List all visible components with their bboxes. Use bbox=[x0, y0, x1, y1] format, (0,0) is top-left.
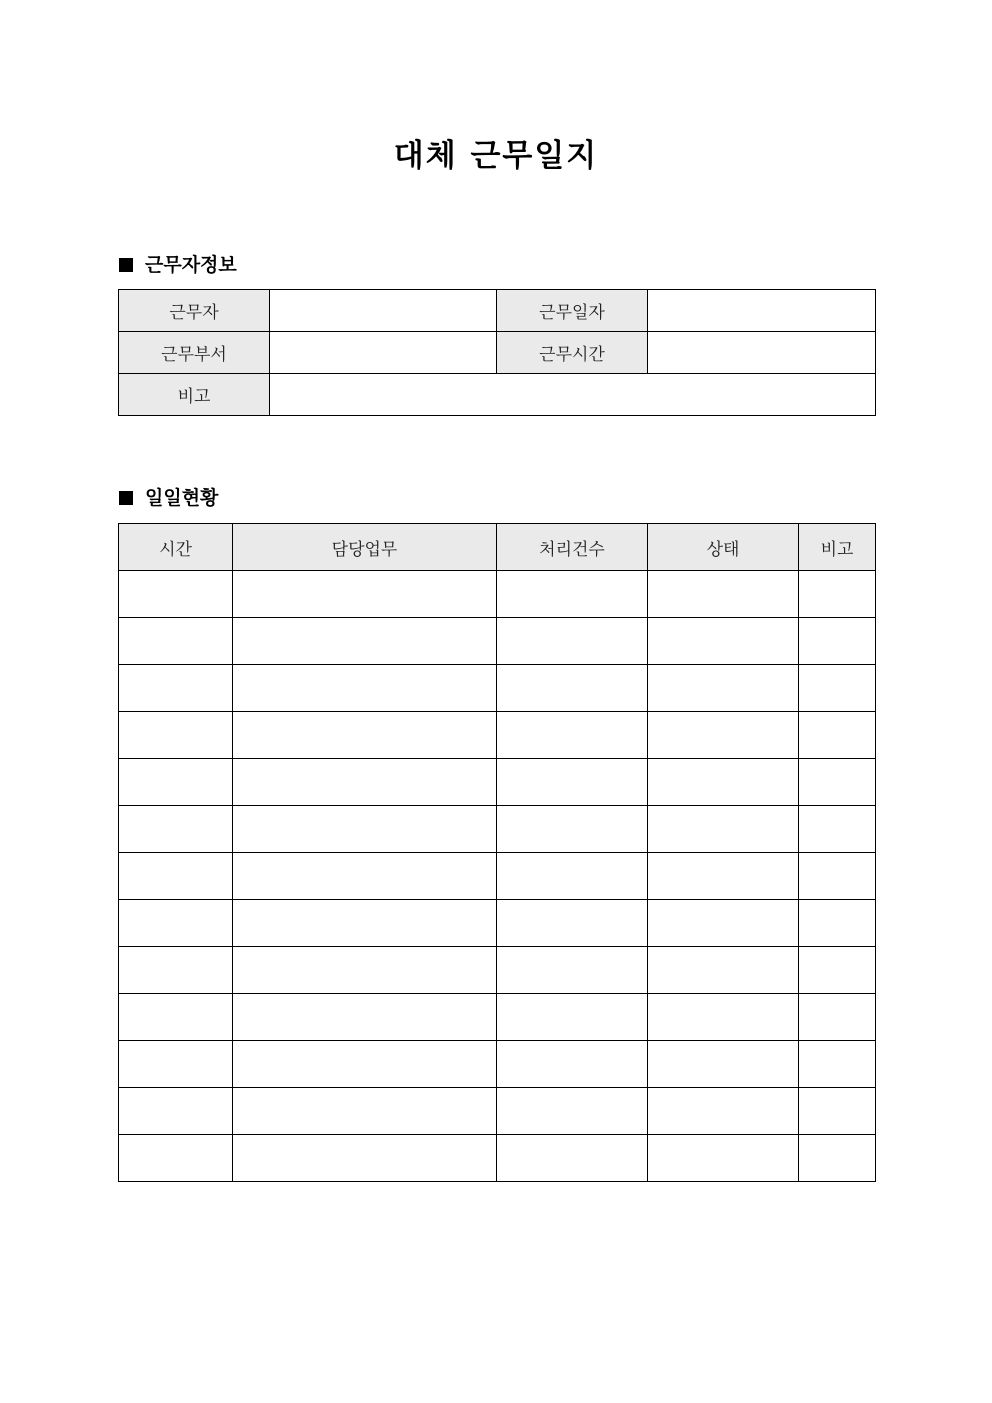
status-cell[interactable] bbox=[648, 618, 799, 665]
status-cell[interactable] bbox=[648, 947, 799, 994]
task-cell[interactable] bbox=[233, 618, 497, 665]
count-cell[interactable] bbox=[497, 571, 648, 618]
table-row bbox=[119, 1041, 876, 1088]
task-cell[interactable] bbox=[233, 759, 497, 806]
remarks-cell[interactable] bbox=[799, 1088, 876, 1135]
column-header-remarks: 비고 bbox=[799, 524, 876, 571]
column-header-status: 상태 bbox=[648, 524, 799, 571]
work-date-label: 근무일자 bbox=[497, 290, 648, 332]
time-cell[interactable] bbox=[119, 759, 233, 806]
task-cell[interactable] bbox=[233, 900, 497, 947]
remarks-cell[interactable] bbox=[799, 1135, 876, 1182]
remarks-cell[interactable] bbox=[799, 806, 876, 853]
count-cell[interactable] bbox=[497, 618, 648, 665]
department-label: 근무부서 bbox=[119, 332, 270, 374]
task-cell[interactable] bbox=[233, 806, 497, 853]
task-cell[interactable] bbox=[233, 947, 497, 994]
time-cell[interactable] bbox=[119, 618, 233, 665]
count-cell[interactable] bbox=[497, 1041, 648, 1088]
task-cell[interactable] bbox=[233, 853, 497, 900]
table-row bbox=[119, 806, 876, 853]
status-cell[interactable] bbox=[648, 1088, 799, 1135]
remarks-label: 비고 bbox=[119, 374, 270, 416]
count-cell[interactable] bbox=[497, 806, 648, 853]
worker-label: 근무자 bbox=[119, 290, 270, 332]
count-cell[interactable] bbox=[497, 947, 648, 994]
daily-status-body bbox=[119, 571, 876, 1182]
table-row bbox=[119, 853, 876, 900]
status-cell[interactable] bbox=[648, 712, 799, 759]
task-cell[interactable] bbox=[233, 1088, 497, 1135]
table-row bbox=[119, 374, 876, 416]
task-cell[interactable] bbox=[233, 1135, 497, 1182]
time-cell[interactable] bbox=[119, 1088, 233, 1135]
count-cell[interactable] bbox=[497, 1135, 648, 1182]
remarks-cell[interactable] bbox=[799, 900, 876, 947]
remarks-cell[interactable] bbox=[799, 712, 876, 759]
remarks-cell[interactable] bbox=[799, 665, 876, 712]
status-cell[interactable] bbox=[648, 806, 799, 853]
status-cell[interactable] bbox=[648, 1135, 799, 1182]
table-row bbox=[119, 571, 876, 618]
remarks-cell[interactable] bbox=[799, 571, 876, 618]
work-time-field[interactable] bbox=[648, 332, 876, 374]
column-header-task: 담당업무 bbox=[233, 524, 497, 571]
table-row bbox=[119, 900, 876, 947]
status-cell[interactable] bbox=[648, 665, 799, 712]
table-row bbox=[119, 712, 876, 759]
table-header-row bbox=[119, 524, 876, 571]
time-cell[interactable] bbox=[119, 665, 233, 712]
count-cell[interactable] bbox=[497, 900, 648, 947]
square-bullet-icon bbox=[119, 258, 133, 272]
document-title: 대체 근무일지 bbox=[393, 138, 599, 174]
time-cell[interactable] bbox=[119, 712, 233, 759]
time-cell[interactable] bbox=[119, 1041, 233, 1088]
remarks-field[interactable] bbox=[270, 374, 876, 416]
worker-info-heading-label: 근무자정보 bbox=[145, 254, 237, 276]
column-header-count: 처리건수 bbox=[497, 524, 648, 571]
count-cell[interactable] bbox=[497, 665, 648, 712]
table-row bbox=[119, 618, 876, 665]
count-cell[interactable] bbox=[497, 994, 648, 1041]
remarks-cell[interactable] bbox=[799, 994, 876, 1041]
table-row bbox=[119, 290, 876, 332]
table-row bbox=[119, 665, 876, 712]
department-field[interactable] bbox=[270, 332, 497, 374]
count-cell[interactable] bbox=[497, 853, 648, 900]
remarks-cell[interactable] bbox=[799, 1041, 876, 1088]
status-cell[interactable] bbox=[648, 900, 799, 947]
time-cell[interactable] bbox=[119, 900, 233, 947]
remarks-cell[interactable] bbox=[799, 947, 876, 994]
status-cell[interactable] bbox=[648, 994, 799, 1041]
status-cell[interactable] bbox=[648, 759, 799, 806]
task-cell[interactable] bbox=[233, 994, 497, 1041]
time-cell[interactable] bbox=[119, 806, 233, 853]
task-cell[interactable] bbox=[233, 665, 497, 712]
time-cell[interactable] bbox=[119, 853, 233, 900]
count-cell[interactable] bbox=[497, 712, 648, 759]
task-cell[interactable] bbox=[233, 712, 497, 759]
task-cell[interactable] bbox=[233, 571, 497, 618]
table-row bbox=[119, 332, 876, 374]
worker-info-heading bbox=[119, 253, 237, 277]
worker-info-table bbox=[118, 289, 876, 416]
worker-field[interactable] bbox=[270, 290, 497, 332]
task-cell[interactable] bbox=[233, 1041, 497, 1088]
count-cell[interactable] bbox=[497, 759, 648, 806]
count-cell[interactable] bbox=[497, 1088, 648, 1135]
time-cell[interactable] bbox=[119, 947, 233, 994]
status-cell[interactable] bbox=[648, 1041, 799, 1088]
square-bullet-icon bbox=[119, 491, 133, 505]
status-cell[interactable] bbox=[648, 853, 799, 900]
table-row bbox=[119, 1088, 876, 1135]
work-date-field[interactable] bbox=[648, 290, 876, 332]
remarks-cell[interactable] bbox=[799, 618, 876, 665]
daily-status-table bbox=[118, 523, 876, 1182]
column-header-time: 시간 bbox=[119, 524, 233, 571]
daily-status-heading bbox=[119, 486, 218, 510]
work-time-label: 근무시간 bbox=[497, 332, 648, 374]
table-row bbox=[119, 759, 876, 806]
time-cell[interactable] bbox=[119, 1135, 233, 1182]
table-row bbox=[119, 994, 876, 1041]
time-cell[interactable] bbox=[119, 994, 233, 1041]
table-row bbox=[119, 1135, 876, 1182]
table-row bbox=[119, 947, 876, 994]
remarks-cell[interactable] bbox=[799, 853, 876, 900]
remarks-cell[interactable] bbox=[799, 759, 876, 806]
status-cell[interactable] bbox=[648, 571, 799, 618]
time-cell[interactable] bbox=[119, 571, 233, 618]
daily-status-heading-label: 일일현황 bbox=[145, 487, 219, 509]
